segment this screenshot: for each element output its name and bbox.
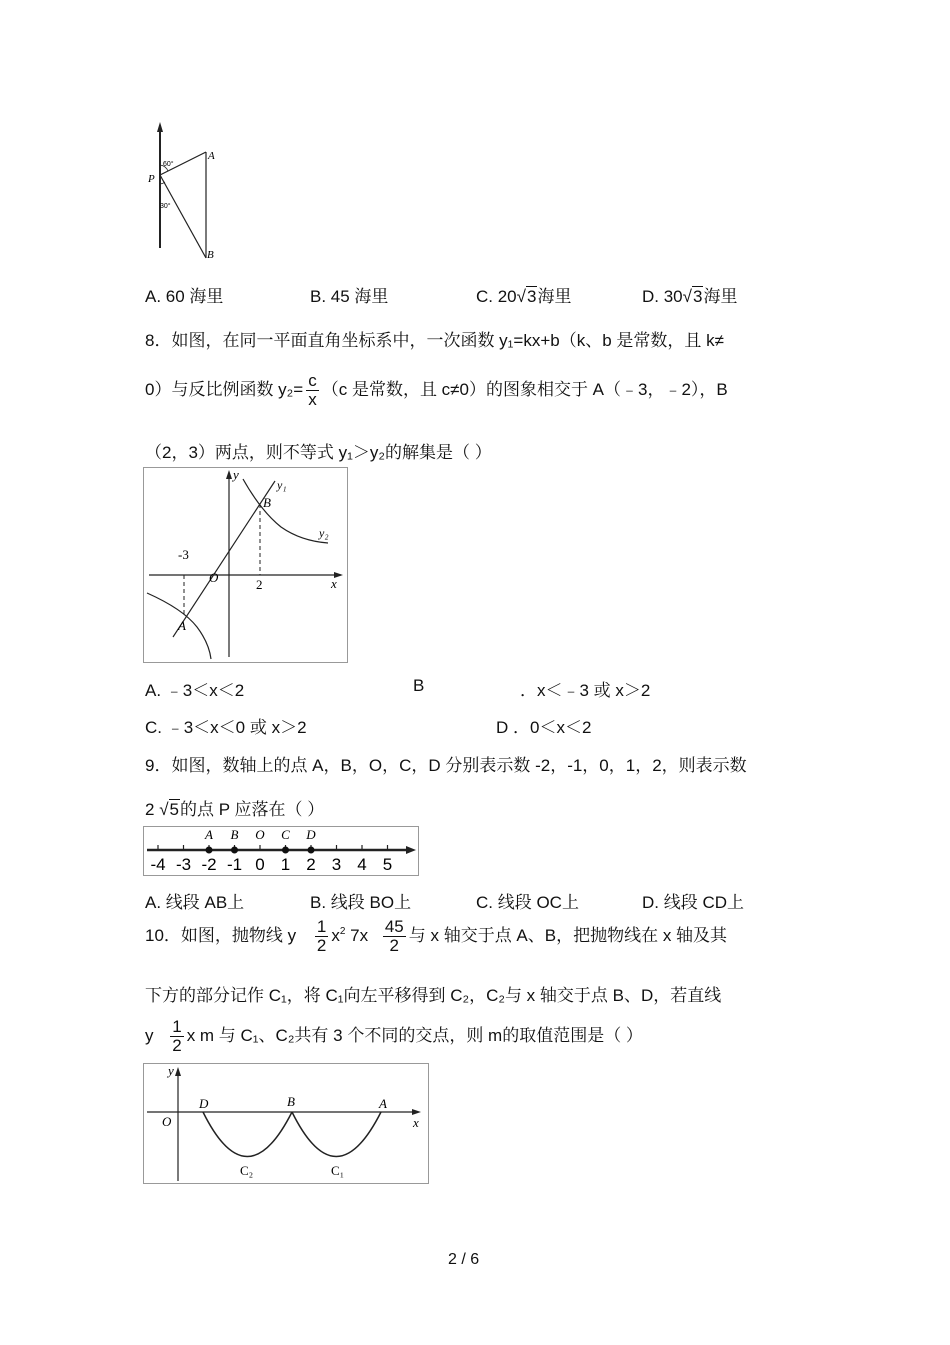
q9-stem-line2-a: 2 bbox=[145, 800, 160, 819]
number-line-point bbox=[282, 847, 289, 854]
q7-option-c-suffix: 海里 bbox=[537, 287, 572, 306]
number-line-tick-label: 0 bbox=[255, 855, 265, 874]
q9-option-a: A. 线段 AB上 bbox=[145, 893, 245, 912]
q8-option-a: A. ﹣3＜x＜2 bbox=[145, 681, 245, 700]
q8-stem-line1: 8．如图，在同一平面直角坐标系中，一次函数 y₁=kx+b（k、b 是常数，且 k≠ bbox=[145, 331, 724, 350]
number-line-point bbox=[308, 847, 315, 854]
q10-stem-line3 bbox=[145, 1018, 643, 1055]
q8-fraction-den: x bbox=[308, 389, 317, 409]
q8-label-y1: y₁ bbox=[277, 478, 287, 492]
q7-option-b: B. 45 海里 bbox=[310, 287, 389, 306]
q7-option-c-rad: 3 bbox=[526, 287, 537, 306]
q9-option-d: D. 线段 CD上 bbox=[642, 893, 744, 912]
q8-label-b: B bbox=[263, 495, 271, 510]
q8-option-c: C. ﹣3＜x＜0 或 x＞2 bbox=[145, 718, 307, 737]
q7-option-c-prefix: C. 20 bbox=[476, 287, 517, 306]
q10-fraction-1 bbox=[315, 918, 328, 955]
number-line-tick-label: -2 bbox=[201, 855, 217, 874]
number-line-point-label: C bbox=[281, 827, 290, 842]
q7-label-P: P bbox=[148, 173, 155, 185]
number-line-tick-label: 2 bbox=[306, 855, 316, 874]
q8-fraction bbox=[306, 372, 319, 409]
q10-stem-line1-b: x bbox=[331, 925, 340, 945]
q7-option-d-prefix: D. 30 bbox=[642, 287, 683, 306]
number-line-tick-label: -1 bbox=[226, 855, 243, 874]
number-line-point bbox=[206, 847, 213, 854]
q8-label-y: y bbox=[233, 467, 239, 482]
q8-label-two: 2 bbox=[256, 577, 263, 592]
q9-option-b: B. 线段 BO上 bbox=[310, 893, 412, 912]
q10-label-b: B bbox=[287, 1094, 295, 1109]
q8-option-b-label: B bbox=[413, 676, 425, 695]
q8-stem-line2-a: 0）与反比例函数 y₂= bbox=[145, 379, 304, 399]
number-line-tick-label: 3 bbox=[331, 855, 342, 874]
q8-fraction-num: c bbox=[308, 371, 317, 390]
q8-figure bbox=[143, 467, 348, 663]
q10-label-c2: C₂ bbox=[240, 1163, 254, 1178]
q10-label-o: O bbox=[162, 1114, 172, 1129]
q7-option-d-suffix: 海里 bbox=[703, 287, 738, 306]
q7-angle-30: 30° bbox=[160, 203, 171, 210]
q7-option-a: A. 60 海里 bbox=[145, 287, 224, 306]
number-line-point-label: O bbox=[255, 827, 265, 842]
q7-figure bbox=[140, 120, 230, 265]
q10-fraction-3 bbox=[170, 1018, 183, 1055]
sqrt-icon: √ bbox=[682, 287, 692, 306]
q7-option-c bbox=[476, 282, 571, 307]
number-line-tick-label: 1 bbox=[280, 855, 291, 874]
q10-label-x: x bbox=[413, 1115, 419, 1130]
q10-stem-line3-a: y bbox=[145, 1025, 154, 1045]
q10-fraction-2-num: 45 bbox=[384, 917, 404, 936]
q10-fraction-3-den: 2 bbox=[172, 1035, 182, 1055]
q8-stem-line2-b: （c 是常数，且 c≠0）的图象相交于 A（﹣3，﹣2），B bbox=[321, 379, 728, 399]
q9-stem-line1: 9．如图，数轴上的点 A，B，O，C，D 分别表示数 -2，-1，0，1，2，则表示数 bbox=[145, 756, 747, 775]
number-line-point-label: A bbox=[205, 827, 213, 842]
q10-fraction-2-den: 2 bbox=[389, 935, 400, 955]
q10-label-a: A bbox=[379, 1096, 387, 1111]
number-line-tick-label: -3 bbox=[175, 855, 192, 874]
q9-option-c: C. 线段 OC上 bbox=[476, 893, 579, 912]
q8-stem-line2 bbox=[145, 372, 728, 409]
number-line-point-label: D bbox=[306, 827, 316, 842]
q10-stem-line1-d: 与 x 轴交于点 A、B，把抛物线在 x 轴及其 bbox=[408, 925, 728, 945]
sqrt-icon: √ bbox=[159, 800, 169, 819]
q10-stem-line1 bbox=[145, 918, 727, 955]
page-number: 2 / 6 bbox=[448, 1251, 480, 1268]
q9-stem-line2 bbox=[145, 795, 324, 820]
q8-label-x: x bbox=[331, 576, 337, 591]
q7-option-d-rad: 3 bbox=[692, 287, 703, 306]
q9-stem-line2-b: 的点 P 应落在（ ） bbox=[180, 800, 325, 819]
number-line-tick-label: -4 bbox=[150, 855, 166, 874]
number-line-point bbox=[231, 847, 238, 854]
q10-label-d: D bbox=[199, 1096, 209, 1111]
q10-fraction-3-num: 1 bbox=[172, 1017, 182, 1036]
q10-stem-line1-a: 10．如图，抛物线 y bbox=[145, 925, 297, 945]
q8-label-neg3: -3 bbox=[178, 547, 189, 562]
sqrt-icon: √ bbox=[516, 287, 526, 306]
q10-label-c1: C₁ bbox=[331, 1163, 345, 1178]
q7-option-d bbox=[642, 282, 737, 307]
q10-figure bbox=[143, 1063, 429, 1184]
q8-option-b-text: ．x＜﹣3 或 x＞2 bbox=[520, 681, 651, 700]
q10-stem-line2: 下方的部分记作 C₁，将 C₁向左平移得到 C₂，C₂与 x 轴交于点 B、D，若直线 bbox=[145, 986, 722, 1005]
q7-label-B: B bbox=[207, 249, 214, 261]
q10-fraction-2 bbox=[383, 918, 406, 955]
q8-stem-line3: （2，3）两点，则不等式 y₁＞y₂的解集是（ ） bbox=[145, 443, 492, 462]
q10-stem-line1-c: 7x bbox=[345, 925, 369, 945]
q9-number-line bbox=[143, 826, 419, 876]
q10-stem-line3-b: x m 与 C₁、C₂共有 3 个不同的交点，则 m的取值范围是（ ） bbox=[186, 1025, 643, 1045]
q8-label-o: O bbox=[209, 570, 219, 585]
number-line-point-label: B bbox=[230, 827, 239, 842]
q10-fraction-1-num: 1 bbox=[316, 917, 327, 936]
q9-stem-rad: 5 bbox=[169, 800, 179, 819]
q10-label-y: y bbox=[168, 1063, 174, 1078]
q8-label-y2: y₂ bbox=[319, 526, 329, 540]
q10-fraction-1-den: 2 bbox=[316, 935, 327, 955]
q7-angle-60: 60° bbox=[163, 161, 174, 168]
q8-option-d: D ．0＜x＜2 bbox=[496, 718, 592, 737]
q10-stem-line1-sup: 2 bbox=[339, 926, 346, 938]
number-line-tick-label: 5 bbox=[382, 855, 393, 874]
q8-label-a: A bbox=[178, 618, 186, 633]
q7-label-A: A bbox=[208, 150, 215, 162]
number-line-tick-label: 4 bbox=[357, 855, 367, 874]
